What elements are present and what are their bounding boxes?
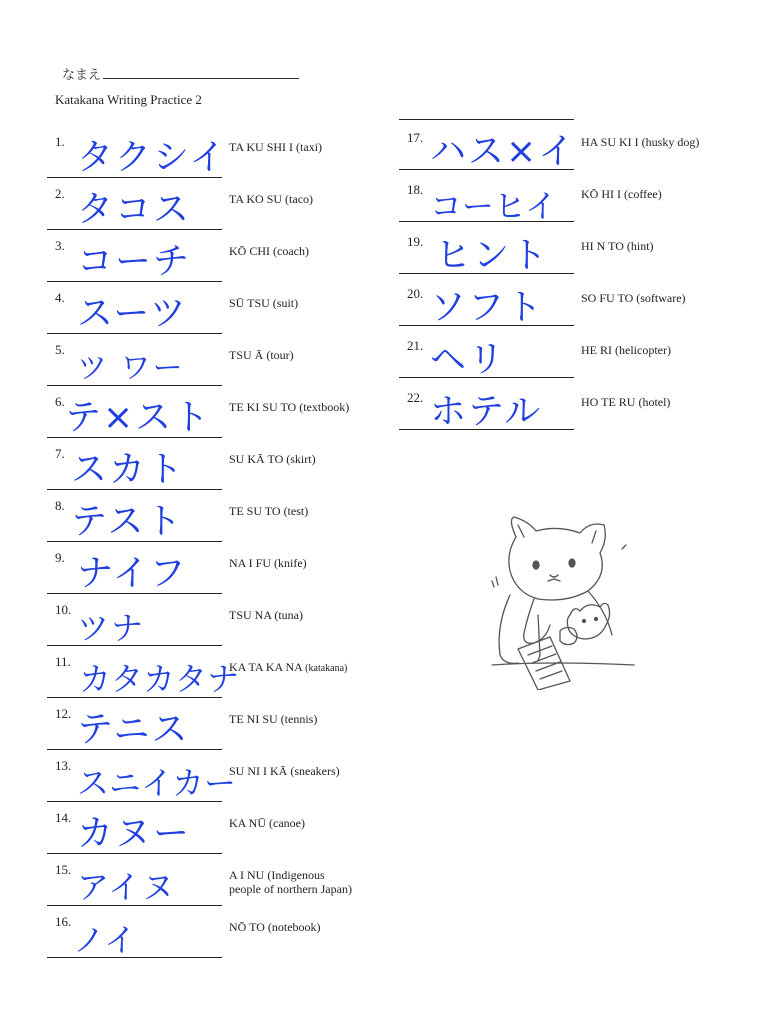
writing-line: [47, 697, 222, 698]
romaji-prompt: TSU Ā (tour): [229, 348, 294, 362]
romaji-prompt: NŌ TO (notebook): [229, 920, 321, 934]
writing-line: [399, 377, 574, 378]
writing-line: [47, 229, 222, 230]
handwritten-answer: タクシイ: [77, 137, 228, 178]
romaji-prompt: SU KĀ TO (skirt): [229, 452, 316, 466]
item-number: 8.: [55, 498, 65, 513]
handwritten-answer: テニス: [77, 709, 190, 750]
item-number: 6.: [55, 394, 65, 409]
romaji-prompt: SU NI I KĀ (sneakers): [229, 764, 340, 778]
name-blank-line: [103, 64, 299, 79]
item-number: 15.: [55, 862, 72, 877]
handwritten-answer: カヌー: [77, 813, 192, 854]
writing-line: [47, 281, 222, 282]
handwritten-answer: コーヒイ: [430, 187, 558, 225]
item-number: 3.: [55, 238, 65, 253]
writing-line: [399, 325, 574, 326]
handwritten-answer: ツナ: [77, 609, 146, 647]
writing-line: [47, 645, 222, 646]
item-number: 14.: [55, 810, 72, 825]
writing-line: [47, 853, 222, 854]
handwritten-answer: スーツ: [77, 293, 188, 334]
writing-line: [399, 169, 574, 170]
item-number: 9.: [55, 550, 65, 565]
romaji-text-continued: people of northern Japan): [229, 882, 352, 896]
romaji-prompt: HO TE RU (hotel): [581, 395, 671, 409]
handwritten-answer: コーチ: [77, 241, 192, 282]
item-number: 13.: [55, 758, 72, 773]
romaji-prompt: NA I FU (knife): [229, 556, 307, 570]
top-writing-line: [399, 119, 574, 120]
item-number: 18.: [407, 182, 424, 197]
name-label: なまえ: [62, 68, 102, 83]
item-number: 12.: [55, 706, 72, 721]
romaji-prompt: TE NI SU (tennis): [229, 712, 318, 726]
handwritten-answer: スニイカー: [77, 764, 237, 802]
cat-writing-illustration-icon: [488, 515, 638, 690]
handwritten-answer: ハス×イ: [430, 131, 577, 172]
handwritten-answer: テスト: [71, 501, 184, 542]
romaji-prompt: SO FU TO (software): [581, 291, 686, 305]
handwritten-answer: カタカタナ: [79, 660, 240, 698]
item-number: 2.: [55, 186, 65, 201]
handwritten-answer: ヒント: [435, 235, 550, 276]
writing-line: [47, 177, 222, 178]
writing-line: [47, 437, 222, 438]
romaji-prompt: HE RI (helicopter): [581, 343, 671, 357]
romaji-prompt: HI N TO (hint): [581, 239, 654, 253]
item-number: 19.: [407, 234, 424, 249]
handwritten-answer: アイヌ: [77, 868, 177, 906]
handwritten-answer: ノイ: [73, 921, 139, 959]
writing-line: [47, 957, 222, 958]
handwritten-answer: ヘリ: [430, 339, 507, 380]
romaji-prompt: [229, 868, 352, 896]
handwritten-answer: ソフト: [430, 287, 545, 328]
item-number: 20.: [407, 286, 424, 301]
romaji-text: KA TA KA NA: [229, 660, 303, 674]
writing-line: [47, 541, 222, 542]
romaji-prompt: TE SU TO (test): [229, 504, 309, 518]
item-number: 11.: [55, 654, 71, 669]
writing-line: [399, 429, 574, 430]
writing-line: [399, 273, 574, 274]
romaji-prompt: KŌ CHI (coach): [229, 244, 309, 258]
item-number: 10.: [55, 602, 72, 617]
handwritten-answer: ナイフ: [77, 553, 188, 594]
romaji-prompt: KŌ HI I (coffee): [581, 187, 662, 201]
romaji-prompt: TSU NA (tuna): [229, 608, 303, 622]
romaji-prompt: HA SU KI I (husky dog): [581, 135, 700, 149]
handwritten-answer: ツ ワー: [77, 351, 185, 386]
writing-line: [47, 801, 222, 802]
item-number: 4.: [55, 290, 65, 305]
handwritten-answer: スカト: [71, 449, 186, 490]
item-number: 22.: [407, 390, 424, 405]
handwritten-answer: テ×スト: [65, 397, 212, 438]
romaji-prompt: TA KU SHI I (taxi): [229, 140, 323, 154]
romaji-prompt: SŪ TSU (suit): [229, 296, 299, 310]
item-number: 21.: [407, 338, 424, 353]
item-number: 5.: [55, 342, 65, 357]
writing-line: [47, 333, 222, 334]
item-number: 1.: [55, 134, 65, 149]
item-number: 16.: [55, 914, 72, 929]
name-field: [62, 64, 299, 84]
writing-line: [47, 749, 222, 750]
handwritten-answer: タコス: [77, 189, 192, 230]
writing-line: [47, 593, 222, 594]
romaji-meaning: (katakana): [305, 663, 348, 674]
item-number: 17.: [407, 130, 424, 145]
writing-line: [399, 221, 574, 222]
handwritten-answer: ホテル: [430, 391, 543, 432]
writing-line: [47, 385, 222, 386]
worksheet-title: Katakana Writing Practice 2: [55, 92, 202, 107]
romaji-prompt: TE KI SU TO (textbook): [229, 400, 350, 414]
romaji-prompt: KA NŪ (canoe): [229, 816, 305, 830]
writing-line: [47, 905, 222, 906]
romaji-prompt: TA KO SU (taco): [229, 192, 314, 206]
writing-line: [47, 489, 222, 490]
item-number: 7.: [55, 446, 65, 461]
romaji-prompt: [229, 660, 347, 675]
romaji-text: A I NU (Indigenous: [229, 868, 325, 882]
